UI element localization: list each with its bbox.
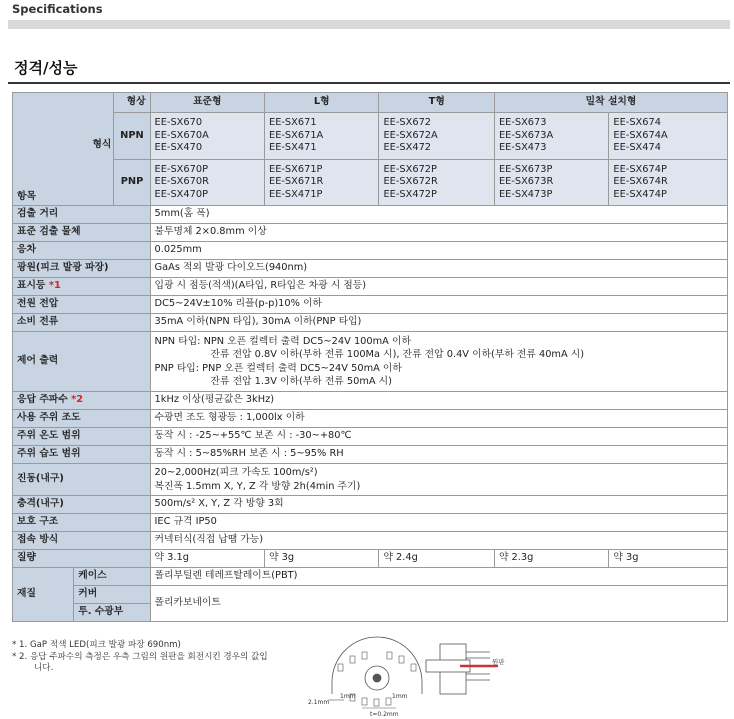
footnote-2: * 2. 응답 주파수의 측정은 우측 그림의 원판을 회전시킨 경우의 값입 <box>12 651 268 662</box>
weight-close1: 약 2.3g <box>494 550 608 568</box>
row-label-hysteresis: 응차 <box>13 242 151 260</box>
row-value-temp: 동작 시 : -25~+55℃ 보존 시 : -30~+80℃ <box>150 428 727 446</box>
section-title: 정격/성능 <box>14 59 78 77</box>
footnote-2-cont: 니다. <box>34 663 54 673</box>
pnp-t-models: EE-SX672P EE-SX672R EE-SX472P <box>379 159 494 205</box>
corner-label-hyeongsik: 형식 <box>92 139 112 150</box>
row-label-illum: 사용 주위 조도 <box>13 410 151 428</box>
row-label-object: 표준 검출 물체 <box>13 224 151 242</box>
corner-label-item: 항목 <box>17 190 36 202</box>
npn-label: NPN <box>114 113 150 159</box>
footnotes <box>12 640 312 675</box>
npn-standard-models: EE-SX670 EE-SX670A EE-SX470 <box>150 113 264 159</box>
pnp-standard-models: EE-SX670P EE-SX670R EE-SX470P <box>150 159 264 205</box>
row-value-hysteresis: 0.025mm <box>150 242 727 260</box>
row-label-temp: 주위 온도 범위 <box>13 428 151 446</box>
weight-standard: 약 3.1g <box>150 550 264 568</box>
section-divider <box>8 82 730 84</box>
material-case-label: 케이스 <box>74 568 150 586</box>
row-value-protection: IEC 규격 IP50 <box>150 514 727 532</box>
npn-close2-models: EE-SX674 EE-SX674A EE-SX474 <box>609 113 728 159</box>
row-value-object: 불투명체 2×0.8mm 이상 <box>150 224 727 242</box>
row-label-vibration: 진동(내구) <box>13 464 151 496</box>
row-label-material: 재질 <box>13 568 74 622</box>
header-bar <box>8 20 730 29</box>
row-value-power: DC5~24V±10% 리플(p-p)10% 이하 <box>150 296 727 314</box>
col-header-t: T형 <box>379 93 494 113</box>
col-header-l: L형 <box>265 93 379 113</box>
row-value-response: 1kHz 이상(평균값은 3kHz) <box>150 392 727 410</box>
row-label-weight: 질량 <box>13 550 151 568</box>
row-label-control: 제어 출력 <box>13 332 151 392</box>
row-value-current: 35mA 이하(NPN 타입), 30mA 이하(PNP 타입) <box>150 314 727 332</box>
row-value-vibration: 20~2,000Hz(피크 가속도 100m/s²) 복진폭 1.5mm X, Y, Z 각 방향 2h(4min 주기) <box>150 464 727 496</box>
pnp-l-models: EE-SX671P EE-SX671R EE-SX471P <box>265 159 379 205</box>
row-label-power: 전원 전압 <box>13 296 151 314</box>
pnp-label: PNP <box>114 159 150 205</box>
disc-label: 원판 <box>492 658 505 666</box>
col-header-close: 밀착 설치형 <box>494 93 727 113</box>
col-header-standard: 표준형 <box>150 93 264 113</box>
row-label-protection: 보호 구조 <box>13 514 151 532</box>
npn-t-models: EE-SX672 EE-SX672A EE-SX472 <box>379 113 494 159</box>
pnp-close2-models: EE-SX674P EE-SX674R EE-SX474P <box>609 159 728 205</box>
row-value-light: GaAs 적외 발광 다이오드(940nm) <box>150 260 727 278</box>
material-cover-value: 폴리카보네이트 <box>150 586 727 622</box>
response-disc-diagram <box>300 634 520 718</box>
sensor-shape <box>426 644 498 694</box>
row-value-indicator: 입광 시 점등(적색)(A타입, R타입은 차광 시 점등) <box>150 278 727 296</box>
row-value-humid: 동작 시 : 5~85%RH 보존 시 : 5~95% RH <box>150 446 727 464</box>
note-mark-1: *1 <box>48 280 61 292</box>
dim-label-4: t=0.2mm <box>370 711 399 718</box>
footnote-1: * 1. GaP 적색 LED(피크 발광 파장 690nm) <box>12 640 181 650</box>
weight-l: 약 3g <box>265 550 379 568</box>
dim-label-3: 1mm <box>392 693 408 700</box>
npn-close1-models: EE-SX673 EE-SX673A EE-SX473 <box>494 113 608 159</box>
pnp-close1-models: EE-SX673P EE-SX673R EE-SX473P <box>494 159 608 205</box>
row-label-connection: 접속 방식 <box>13 532 151 550</box>
row-value-illum: 수광면 조도 형광등 : 1,000lx 이하 <box>150 410 727 428</box>
row-value-control: NPN 타입: NPN 오픈 컬렉터 출력 DC5~24V 100mA 이하 잔류 전압 0.8V 이하(부하 전류 100Ma 시), 잔류 전압 0.4V 이하(부하 전류 40mA 시) PNP 타입: PNP 오픈 컬렉터 출력 DC5~24V 50mA 이하 잔류 전압 1.3V 이하(부하 전류 50mA 시) <box>150 332 727 392</box>
row-label-indicator: 표시등 *1 <box>13 278 151 296</box>
row-label-distance: 검출 거리 <box>13 206 151 224</box>
disc-shape <box>332 637 422 694</box>
row-label-humid: 주위 습도 범위 <box>13 446 151 464</box>
weight-t: 약 2.4g <box>379 550 494 568</box>
dim-label-2: 1mm <box>340 693 356 700</box>
note-mark-2: *2 <box>71 394 84 406</box>
header-title: Specifications <box>12 2 103 16</box>
row-value-connection: 커넥터식(직접 납땜 가능) <box>150 532 727 550</box>
weight-close2: 약 3g <box>609 550 728 568</box>
row-label-shock: 충격(내구) <box>13 496 151 514</box>
row-label-current: 소비 전류 <box>13 314 151 332</box>
material-cover-label: 커버 <box>74 586 150 604</box>
material-lens-label: 투. 수광부 <box>74 604 150 622</box>
corner-label-shape: 형상 <box>114 93 150 113</box>
row-value-shock: 500m/s² X, Y, Z 각 방향 3회 <box>150 496 727 514</box>
row-label-light: 광원(피크 발광 파장) <box>13 260 151 278</box>
material-case-value: 폴리부틸렌 테레프탈레이트(PBT) <box>150 568 727 586</box>
row-value-distance: 5mm(홈 폭) <box>150 206 727 224</box>
corner-cell <box>13 93 114 206</box>
row-label-response: 응답 주파수 *2 <box>13 392 151 410</box>
npn-l-models: EE-SX671 EE-SX671A EE-SX471 <box>265 113 379 159</box>
spec-table <box>12 92 728 622</box>
dim-label-1: 2.1mm <box>308 699 330 706</box>
